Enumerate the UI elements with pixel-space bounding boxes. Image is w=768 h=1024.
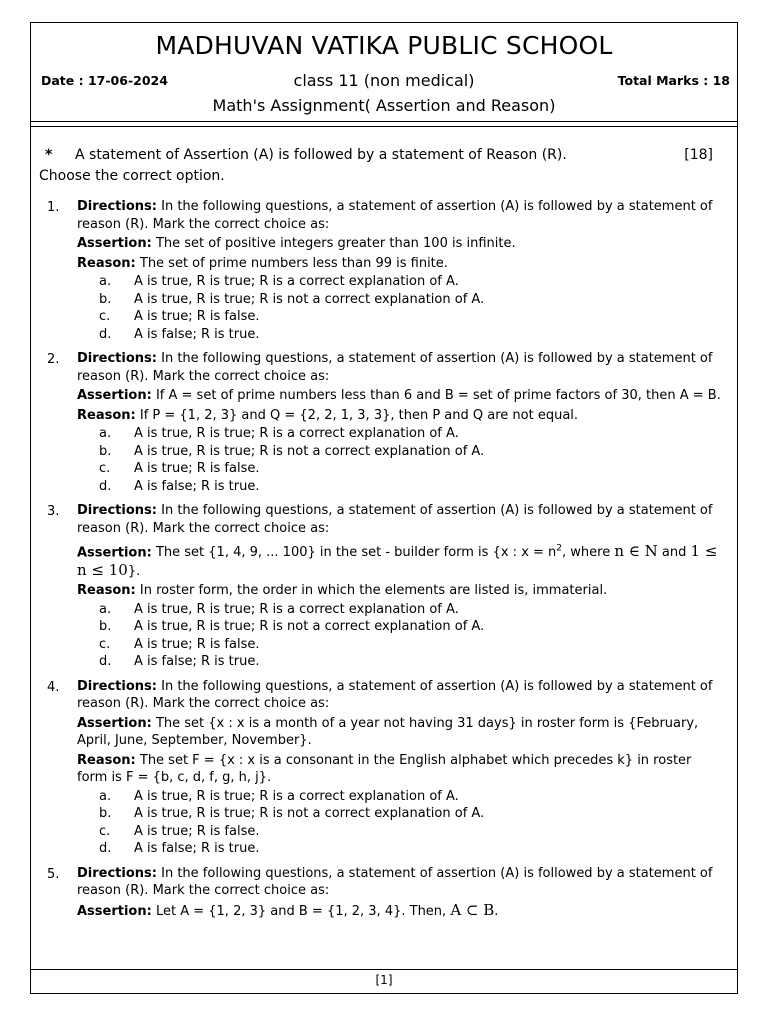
directions-text: In the following questions, a statement of assertion (A) is followed by a statement of reason (R). Mark the correct choice as: [77, 678, 713, 712]
option-list [77, 788, 725, 858]
math-n-in-N: n ∈ N [614, 542, 658, 561]
option-d: d. A is false; R is true. [99, 326, 260, 342]
option-b: b. A is true, R is true; R is not a correct explanation of A. [99, 443, 485, 459]
assertion-text: The set {x : x is a month of a year not having 31 days} in roster form is {February, April, June, September, November}. [77, 715, 699, 749]
question-3 [39, 502, 725, 671]
header-divider [31, 121, 737, 122]
option-list [77, 425, 725, 495]
option-c: c. A is true; R is false. [99, 461, 260, 476]
exam-date: Date : 17-06-2024 [41, 73, 168, 88]
question-number: 3. [47, 504, 60, 519]
class-label: class 11 (non medical) [293, 71, 475, 90]
option-c: c. A is true; R is false. [99, 309, 260, 324]
math-subset: A ⊂ B [450, 900, 495, 919]
instruction-line-2: Choose the correct option. [39, 168, 225, 184]
option-list [77, 273, 725, 343]
question-5 [39, 865, 725, 921]
school-name: MADHUVAN VATIKA PUBLIC SCHOOL [155, 31, 613, 60]
star-bullet: * [45, 147, 53, 163]
option-a: a. A is true, R is true; R is a correct explanation of A. [99, 788, 459, 804]
assertion-label: Assertion: [77, 545, 152, 561]
assertion-text: The set {1, 4, 9, ... 100} in the set - builder form is {x : $x = n^2$, where n ∈ N and 1 ≤ n ≤ 10}. [77, 542, 718, 579]
assertion-label: Assertion: [77, 715, 152, 731]
reason-label: Reason: [77, 583, 136, 599]
page-frame [30, 22, 738, 994]
question-number: 1. [47, 200, 60, 215]
reason-label: Reason: [77, 752, 136, 768]
instruction [39, 147, 713, 184]
directions-text: In the following questions, a statement of assertion (A) is followed by a statement of reason (R). Mark the correct choice as: [77, 351, 713, 384]
directions-label: Directions: [77, 351, 157, 366]
directions-label: Directions: [77, 199, 157, 214]
option-b: b. A is true, R is true; R is not a correct explanation of A. [99, 291, 485, 307]
directions-label: Directions: [77, 865, 157, 881]
option-d: d. A is false; R is true. [99, 478, 260, 494]
assertion-label: Assertion: [77, 903, 152, 919]
option-list [77, 601, 725, 671]
option-a: a. A is true, R is true; R is a correct explanation of A. [99, 601, 459, 617]
assertion-label: Assertion: [77, 388, 152, 403]
option-b: b. A is true, R is true; R is not a correct explanation of A. [99, 619, 485, 635]
instruction-line-1: A statement of Assertion (A) is followed by a statement of Reason (R). [75, 147, 567, 163]
footer-divider [31, 969, 737, 970]
directions-text: In the following questions, a statement of assertion (A) is followed by a statement of reason (R). Mark the correct choice as: [77, 199, 713, 232]
option-c: c. A is true; R is false. [99, 636, 260, 652]
section-marks: [18] [684, 147, 713, 163]
assertion-text: Let A = {1, 2, 3} and B = {1, 2, 3, 4}. Then, A ⊂ B. [155, 900, 499, 919]
reason-label: Reason: [77, 407, 136, 423]
directions-text: In the following questions, a statement of assertion (A) is followed by a statement of reason (R). Mark the correct choice as: [77, 503, 713, 536]
directions-label: Directions: [77, 503, 157, 518]
reason-text: The set of prime numbers less than 99 is finite. [139, 255, 448, 271]
option-a: a. A is true, R is true; R is a correct explanation of A. [99, 274, 459, 289]
option-b: b. A is true, R is true; R is not a correct explanation of A. [99, 806, 485, 822]
assertion-text: If A = set of prime numbers less than 6 and B = set of prime factors of 30, then A = B. [155, 388, 721, 403]
reason-text: In roster form, the order in which the elements are listed is, immaterial. [139, 583, 608, 599]
assertion-label: Assertion: [77, 236, 152, 251]
question-4 [39, 678, 725, 858]
assertion-text: The set of positive integers greater than 100 is infinite. [155, 236, 516, 251]
math-range: 1 ≤ n ≤ 10 [77, 542, 718, 579]
question-number: 4. [47, 679, 60, 695]
reason-text: If P = {1, 2, 3} and Q = {2, 2, 1, 3, 3}, then P and Q are not equal. [139, 407, 579, 423]
page-number: [1] [375, 973, 393, 987]
directions-text: In the following questions, a statement of assertion (A) is followed by a statement of reason (R). Mark the correct choice as: [77, 865, 713, 899]
question-number: 5. [47, 866, 60, 882]
total-marks: Total Marks : 18 [617, 73, 730, 88]
question-list [39, 198, 725, 920]
question-2 [39, 350, 725, 495]
reason-label: Reason: [77, 255, 136, 271]
directions-label: Directions: [77, 678, 157, 694]
option-d: d. A is false; R is true. [99, 841, 260, 857]
question-1 [39, 198, 725, 343]
question-number: 2. [47, 352, 60, 367]
header-divider-2 [31, 126, 737, 127]
reason-text: The set F = {x : x is a consonant in the English alphabet which precedes k} in roster form is F = {b, c, d, f, g, h, j}. [77, 752, 692, 786]
option-d: d. A is false; R is true. [99, 654, 260, 670]
assignment-title: Math's Assignment( Assertion and Reason) [212, 96, 556, 115]
option-c: c. A is true; R is false. [99, 823, 260, 839]
option-a: a. A is true, R is true; R is a correct explanation of A. [99, 426, 459, 441]
